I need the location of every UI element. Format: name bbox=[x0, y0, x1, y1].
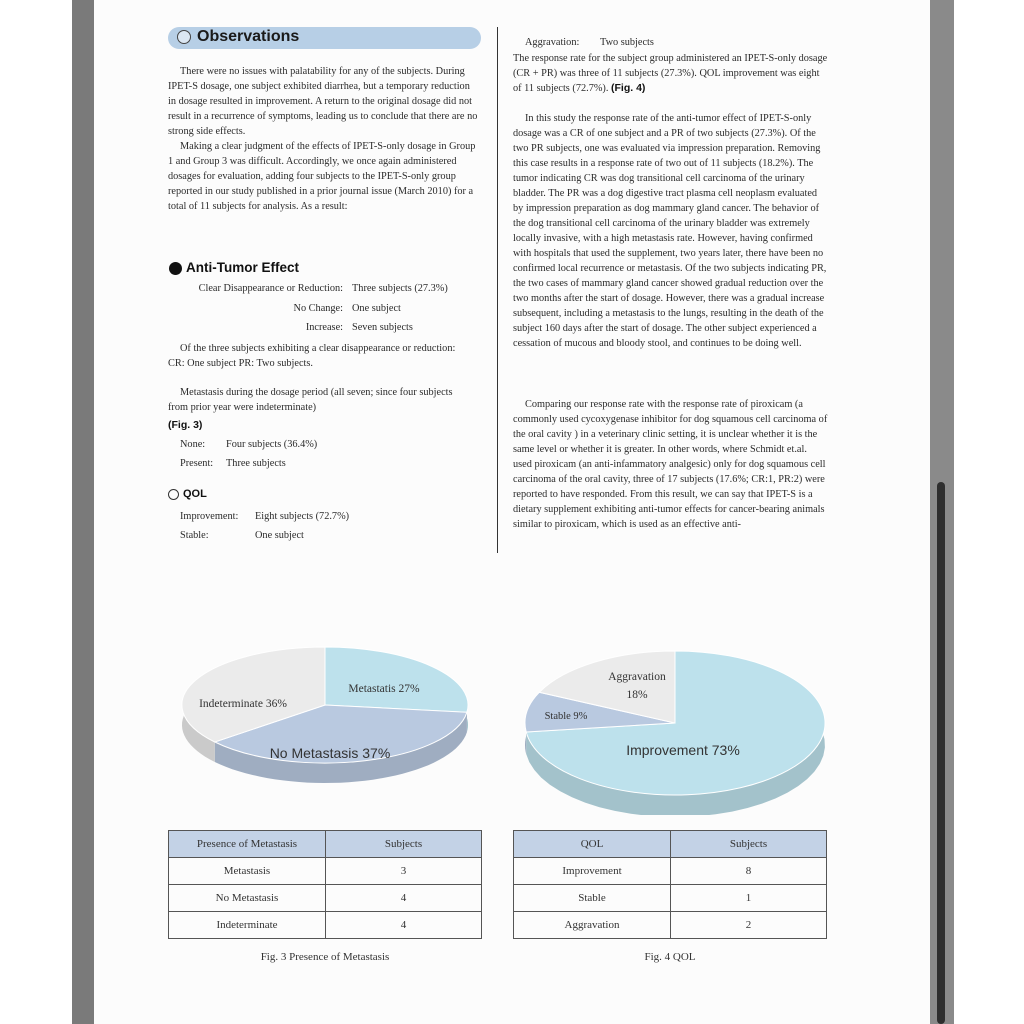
table-cell: 2 bbox=[671, 912, 827, 939]
result-label: Clear Disappearance or Reduction: bbox=[198, 283, 343, 294]
table-header: Presence of Metastasis bbox=[169, 831, 326, 858]
result-label: No Change: bbox=[293, 303, 343, 314]
metastasis-table bbox=[168, 830, 482, 939]
table-cell: 3 bbox=[326, 858, 482, 885]
anti-tumor-title: Anti-Tumor Effect bbox=[186, 260, 299, 275]
fig3-reference: (Fig. 3) bbox=[168, 419, 203, 431]
table-row bbox=[169, 858, 482, 885]
table-header: Subjects bbox=[671, 831, 827, 858]
filled-bullet-icon bbox=[169, 262, 182, 275]
observations-paragraph-1: There were no issues with palatability for any of the subjects. During IPET-S dosage, one subject exhibited diarrhea, but a temporary reduction in dosage resulted in improvement. A return to the original dosage did not result in a recurrence of symptoms, leading us to conclude that there are no strong side effects. bbox=[168, 66, 478, 137]
aggravation-value: Two subjects bbox=[600, 37, 654, 48]
qol-label: Stable: bbox=[180, 530, 209, 541]
table-row bbox=[514, 858, 827, 885]
right-margin bbox=[954, 0, 1024, 1024]
table-header-row bbox=[169, 831, 482, 858]
qol-title: QOL bbox=[183, 488, 207, 500]
response-rate-text: The response rate for the subject group administered an IPET-S-only dosage (CR + PR) was three of 11 subjects (27.3%). QOL improvement was eight of 11 subjects (72.7%). bbox=[513, 53, 828, 94]
fig3-caption: Fig. 3 Presence of Metastasis bbox=[260, 951, 390, 963]
response-rate-paragraph bbox=[513, 51, 828, 96]
pie-label: Indeterminate 36% bbox=[199, 698, 287, 710]
left-margin bbox=[0, 0, 72, 1024]
qol-table bbox=[513, 830, 827, 939]
column-divider bbox=[497, 27, 498, 553]
metastasis-intro: Metastasis during the dosage period (all seven; since four subjects from prior year were indeterminate) bbox=[168, 387, 453, 413]
metastasis-label: None: bbox=[180, 439, 206, 450]
qol-pie-chart bbox=[518, 640, 838, 815]
fig4-caption: Fig. 4 QOL bbox=[644, 951, 696, 963]
pie-label: Metastatis 27% bbox=[348, 683, 420, 695]
pie-label: Stable 9% bbox=[544, 711, 588, 722]
pie-label: 18% bbox=[626, 689, 648, 701]
response-note: Of the three subjects exhibiting a clear disappearance or reduction: CR: One subject PR: Two subjects. bbox=[168, 343, 456, 369]
circle-bullet-icon bbox=[168, 489, 179, 500]
result-value: Seven subjects bbox=[352, 322, 413, 333]
table-cell: No Metastasis bbox=[169, 885, 326, 912]
table-header-row bbox=[514, 831, 827, 858]
table-cell: 4 bbox=[326, 912, 482, 939]
table-cell: Indeterminate bbox=[169, 912, 326, 939]
result-label: Increase: bbox=[305, 322, 343, 333]
circle-bullet-icon bbox=[177, 30, 191, 44]
metastasis-pie-chart bbox=[170, 635, 480, 790]
table-cell: Stable bbox=[514, 885, 671, 912]
result-value: One subject bbox=[352, 303, 401, 314]
qol-value: Eight subjects (72.7%) bbox=[255, 511, 350, 522]
pie-label: Aggravation bbox=[608, 671, 666, 683]
table-row bbox=[169, 885, 482, 912]
pie-label: Improvement 73% bbox=[626, 742, 740, 758]
aggravation-label: Aggravation: bbox=[525, 37, 580, 48]
qol-value: One subject bbox=[255, 530, 304, 541]
qol-label: Improvement: bbox=[180, 511, 239, 522]
observations-paragraph-2: Making a clear judgment of the effects of IPET-S-only dosage in Group 1 and Group 3 was difficult. Accordingly, we once again administered dosages for evaluation, adding four subjects to the IPET-S-only group reported in our study published in a prior journal issue (March 2010) for a total of 11 subjects for analysis. As a result: bbox=[168, 141, 476, 212]
table-cell: Improvement bbox=[514, 858, 671, 885]
piroxicam-comparison-paragraph: Comparing our response rate with the response rate of piroxicam (a commonly used cycoxygenase inhibitor for dog squamous cell carcinoma of the oral cavity ) in a veterinary clinic setting, it is unclear whether it is the same level or whether it is greater. In other words, where Schmidt et.al. used piroxicam (an anti-infammatory analgesic) only for dog squamous cell carcinoma of the oral cavity, three of 17 subjects (17.6%; CR:1, PR:2) were reported to have responded. From this result, we can say that IPET-S is a dietary supplement exhibiting anti-tumor effects for cancer-bearing animals similar to piroxicam, which is used as an effective anti- bbox=[513, 399, 828, 530]
table-cell: 4 bbox=[326, 885, 482, 912]
table-row bbox=[169, 912, 482, 939]
metastasis-value: Three subjects bbox=[226, 458, 286, 469]
observations-text bbox=[168, 64, 478, 214]
fig4-reference: (Fig. 4) bbox=[611, 82, 646, 94]
table-row bbox=[514, 912, 827, 939]
table-cell: Metastasis bbox=[169, 858, 326, 885]
table-cell: 1 bbox=[671, 885, 827, 912]
pie-label: No Metastasis 37% bbox=[269, 745, 391, 761]
pie-slice bbox=[325, 647, 468, 712]
table-header: Subjects bbox=[326, 831, 482, 858]
table-cell: Aggravation bbox=[514, 912, 671, 939]
observations-title: Observations bbox=[197, 28, 300, 45]
left-border bbox=[72, 0, 94, 1024]
table-row bbox=[514, 885, 827, 912]
study-discussion-paragraph: In this study the response rate of the anti-tumor effect of IPET-S-only dosage was a CR of one subject and a PR of two subjects (27.3%). Of the two PR subjects, one was evaluated via impression preparation. Removing this case results in a response rate of two out of 11 subjects (18.2%). The tumor indicating CR was dog transitional cell carcinoma of the urinary bladder. The PR was a dog digestive tract plasma cell neoplasm evaluated by impression preparation as dog mammary gland cancer. The behavior of the dog transitional cell carcinoma of the urinary bladder was extremely locally invasive, with a high metastasis rate. However, having confirmed with hospitals that used the supplement, two years later, there have been no confirmed local recurrence or metastasis. Of the two subjects indicating PR, the two cases of mammary gland cancer showed gradual reduction over the two months after the start of dosage. However, there was a gradual increase subsequent, including a metastasis to the lungs, resulting in the death of the subject 160 days after the start of dosage. The other subject experienced a cessation of mucous and bloody stool, and continues to be doing well. bbox=[513, 113, 827, 349]
table-header: QOL bbox=[514, 831, 671, 858]
scrollbar-thumb[interactable] bbox=[937, 482, 945, 1024]
result-value: Three subjects (27.3%) bbox=[352, 283, 448, 294]
table-cell: 8 bbox=[671, 858, 827, 885]
metastasis-label: Present: bbox=[180, 458, 214, 469]
metastasis-value: Four subjects (36.4%) bbox=[226, 439, 318, 450]
